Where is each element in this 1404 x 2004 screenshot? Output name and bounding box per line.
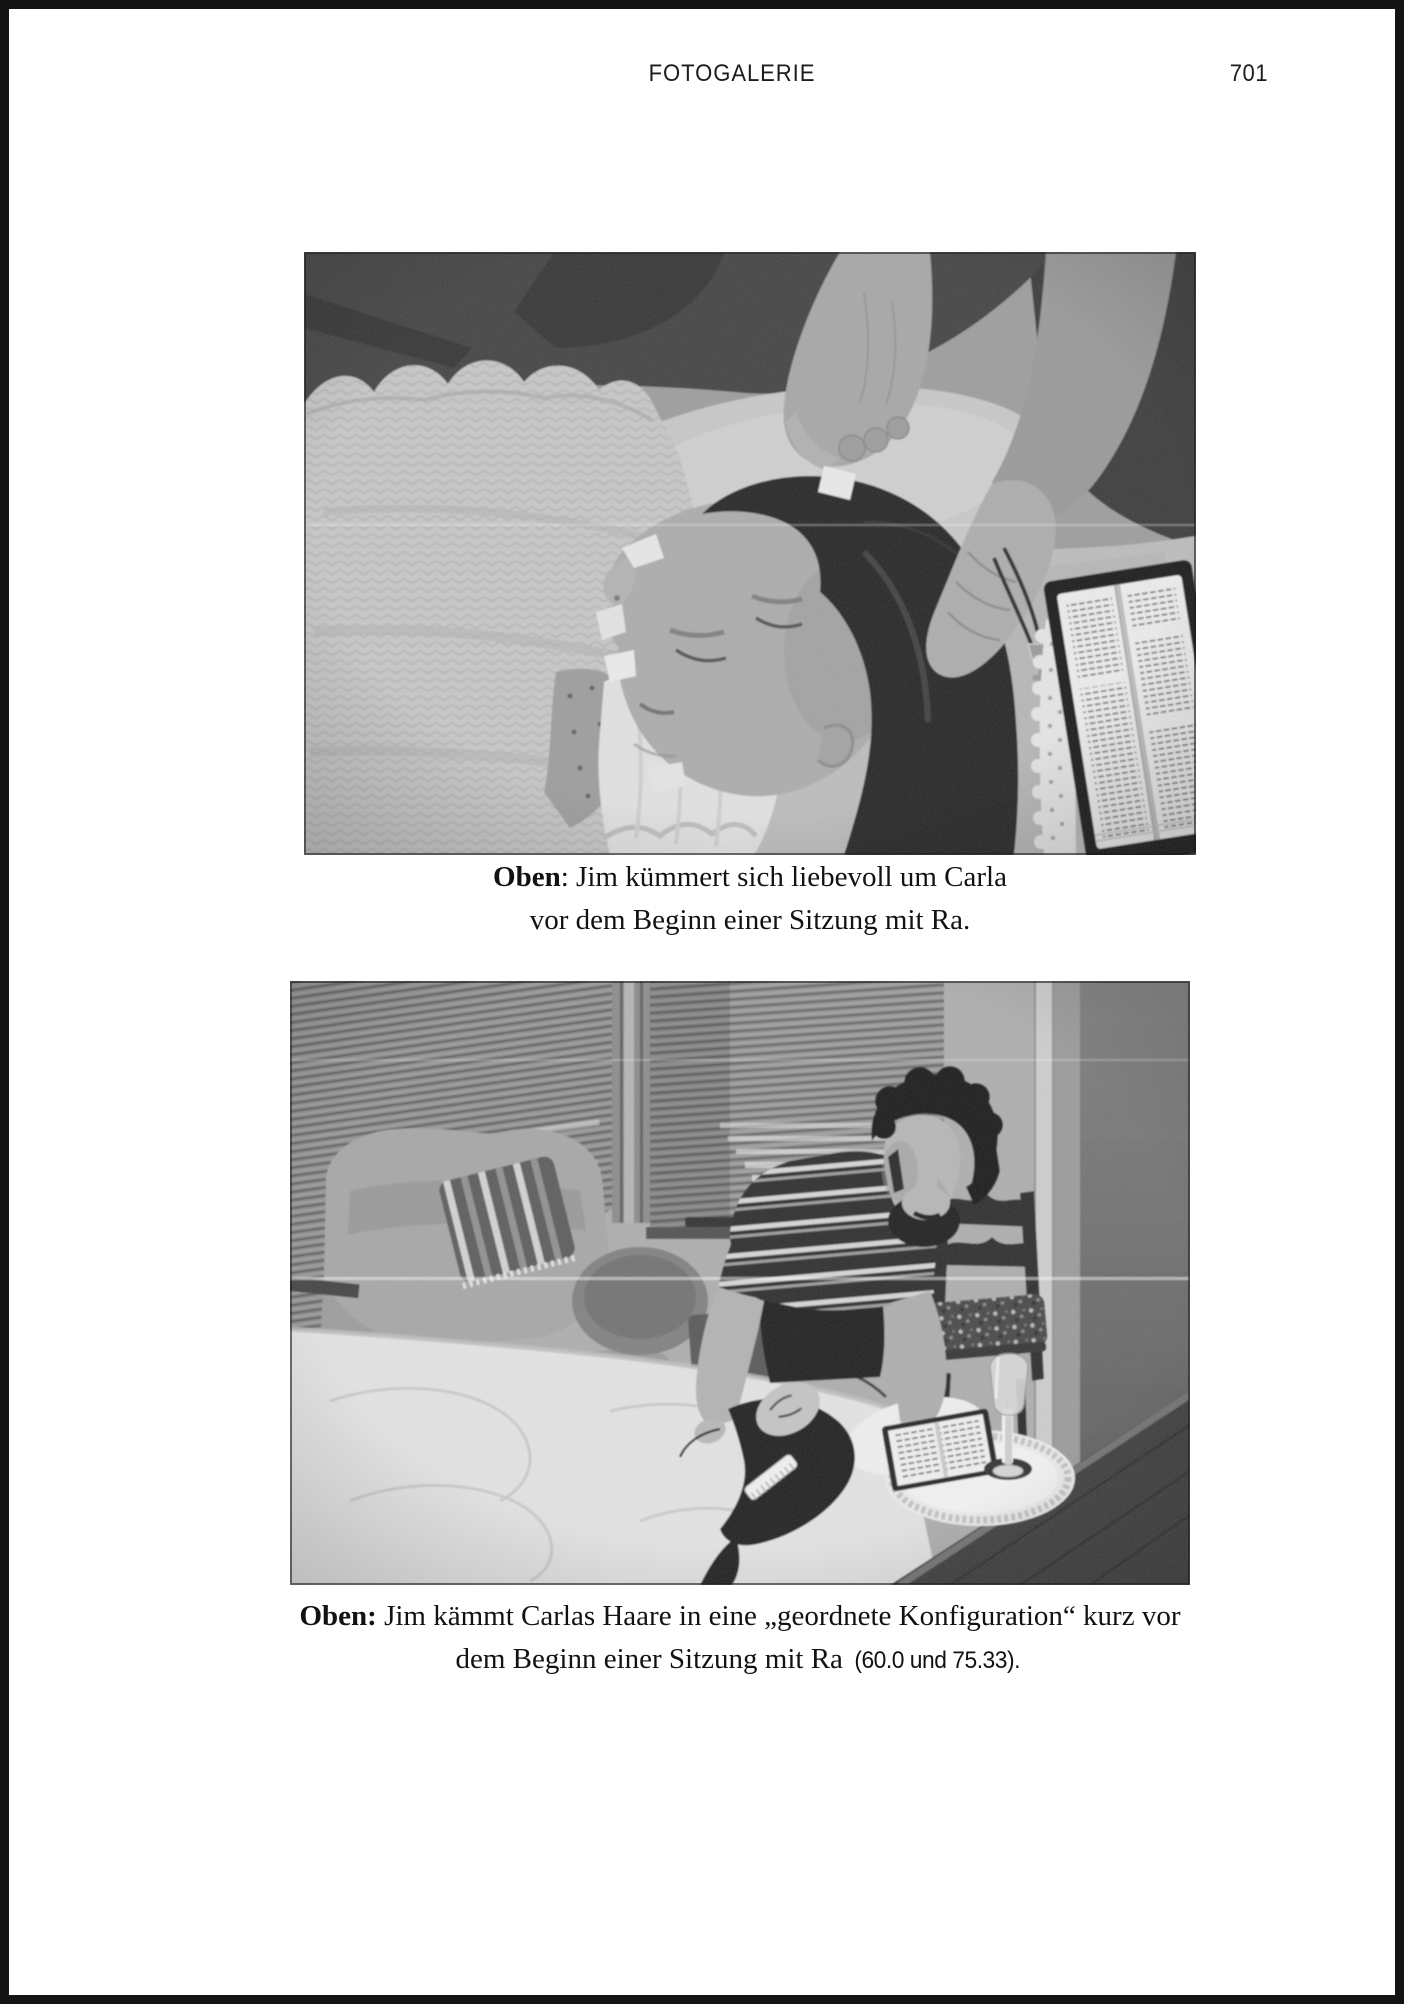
photo-2-illustration [290,981,1190,1585]
photo-jim-combs-carla [290,981,1190,1585]
caption-text: : Jim kümmert sich liebevoll um Carla [560,861,1007,893]
caption-text: dem Beginn einer Sitzung mit Ra [455,1643,851,1675]
photo-1-caption [304,856,1196,942]
caption-text: Jim kämmt Carlas Haare in eine „geordnete Konfiguration“ kurz vor [376,1600,1181,1632]
caption-line [304,856,1196,899]
caption-line: vor dem Beginn einer Sitzung mit Ra. [529,904,971,936]
caption-lead: Oben [493,861,561,893]
photo-1-illustration [304,252,1196,855]
caption-line [230,1595,1250,1638]
session-reference: (60.0 und 75.33). [854,1647,1021,1674]
caption-line [230,1638,1250,1682]
photo-2-caption [230,1595,1250,1682]
page-number: 701 [1229,60,1268,87]
photo-jim-tends-carla [304,252,1196,855]
page-title: FOTOGALERIE [648,60,816,87]
caption-lead: Oben: [299,1600,377,1632]
